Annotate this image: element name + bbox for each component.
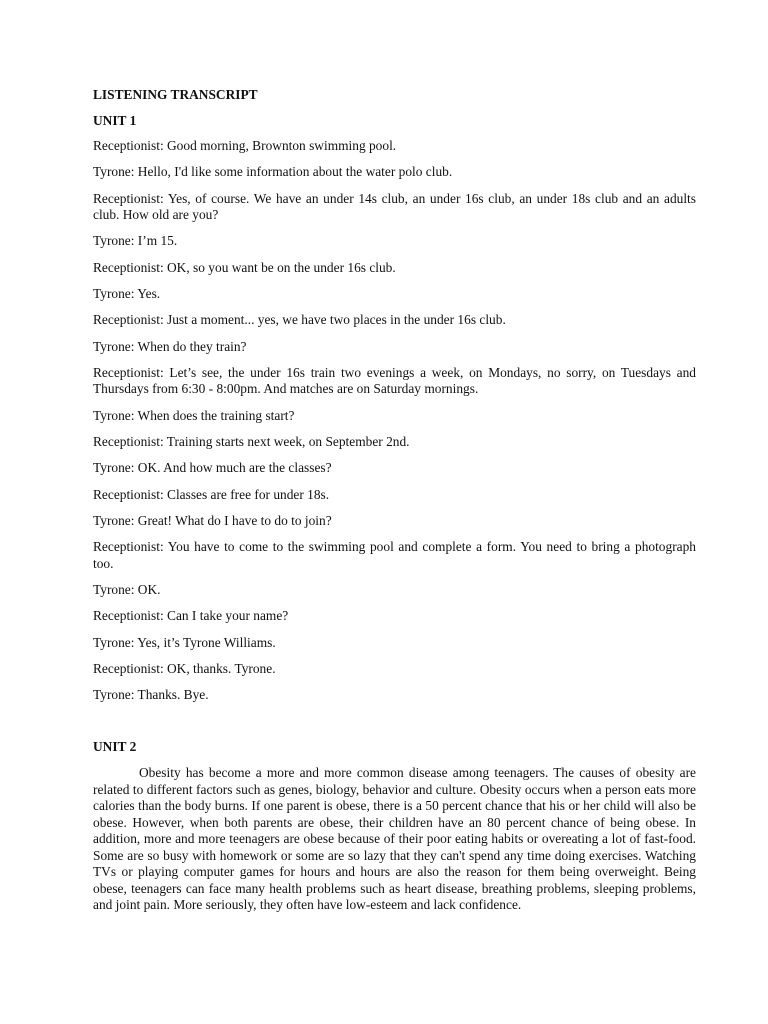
transcript-line: Tyrone: OK. — [93, 581, 161, 597]
transcript-line: Receptionist: OK, thanks. Tyrone. — [93, 660, 276, 676]
transcript-line: Tyrone: Thanks. Bye. — [93, 687, 209, 703]
transcript-line: Receptionist: Training starts next week, on September 2nd. — [93, 433, 410, 449]
unit1-heading: UNIT 1 — [93, 112, 137, 128]
unit2-heading: UNIT 2 — [93, 738, 137, 754]
transcript-line: Tyrone: Yes, it’s Tyrone Williams. — [93, 634, 276, 650]
transcript-line: Receptionist: Just a moment... yes, we have two places in the under 16s club. — [93, 312, 506, 328]
transcript-line: Receptionist: You have to come to the swimming pool and complete a form. You need to bring a photograph too. — [93, 539, 696, 571]
document-title: LISTENING TRANSCRIPT — [93, 87, 258, 102]
unit1-transcript — [93, 138, 696, 704]
transcript-line: Receptionist: Yes, of course. We have an under 14s club, an under 16s club, an under 18s club and an adults club. How old are you? — [93, 190, 696, 223]
transcript-line: Receptionist: Can I take your name? — [93, 608, 289, 624]
transcript-line: Receptionist: Let’s see, the under 16s train two evenings a week, on Mondays, no sorry, on Tuesdays and Thursdays from 6:30 - 8:00pm. And matches are on Saturday mornings. — [93, 364, 696, 397]
transcript-line: Tyrone: OK. And how much are the classes? — [93, 460, 332, 476]
transcript-line: Receptionist: Good morning, Brownton swimming pool. — [93, 138, 397, 153]
transcript-line: Tyrone: Great! What do I have to do to join? — [93, 512, 332, 528]
transcript-line: Tyrone: When do they train? — [93, 338, 247, 354]
transcript-line: Tyrone: When does the training start? — [93, 407, 295, 423]
transcript-line: Tyrone: Hello, I'd like some information about the water polo club. — [93, 164, 453, 180]
transcript-line: Receptionist: OK, so you want be on the under 16s club. — [93, 259, 396, 275]
transcript-line: Tyrone: I’m 15. — [93, 233, 178, 249]
unit2-paragraph: Obesity has become a more and more common disease among teenagers. The causes of obesity are related to different factors such as genes, biology, behavior and culture. Obesity occurs when a person eats more calories than the body burns. If one parent is obese, there is a 50 percent chance that his or her child will also be obese. However, when both parents are obese, their children have an 80 percent chance of being obese. In addition, more and more teenagers are obese because of their poor eating habits or overeating a lot of fast-food. Some are so busy with homework or some are so lazy that they can't spend any time doing exercises. Watching TVs or playing computer games for hours and hours are also the reason for them being overweight. Being obese, teenagers can face many health problems such as heart disease, breathing problems, sleeping problems, and joint pain. More seriously, they often have low-esteem and lack confidence. — [93, 765, 696, 913]
transcript-line: Tyrone: Yes. — [93, 285, 161, 301]
unit2-section — [93, 739, 696, 914]
document-page — [93, 87, 696, 914]
transcript-line: Receptionist: Classes are free for under 18s. — [93, 486, 330, 502]
